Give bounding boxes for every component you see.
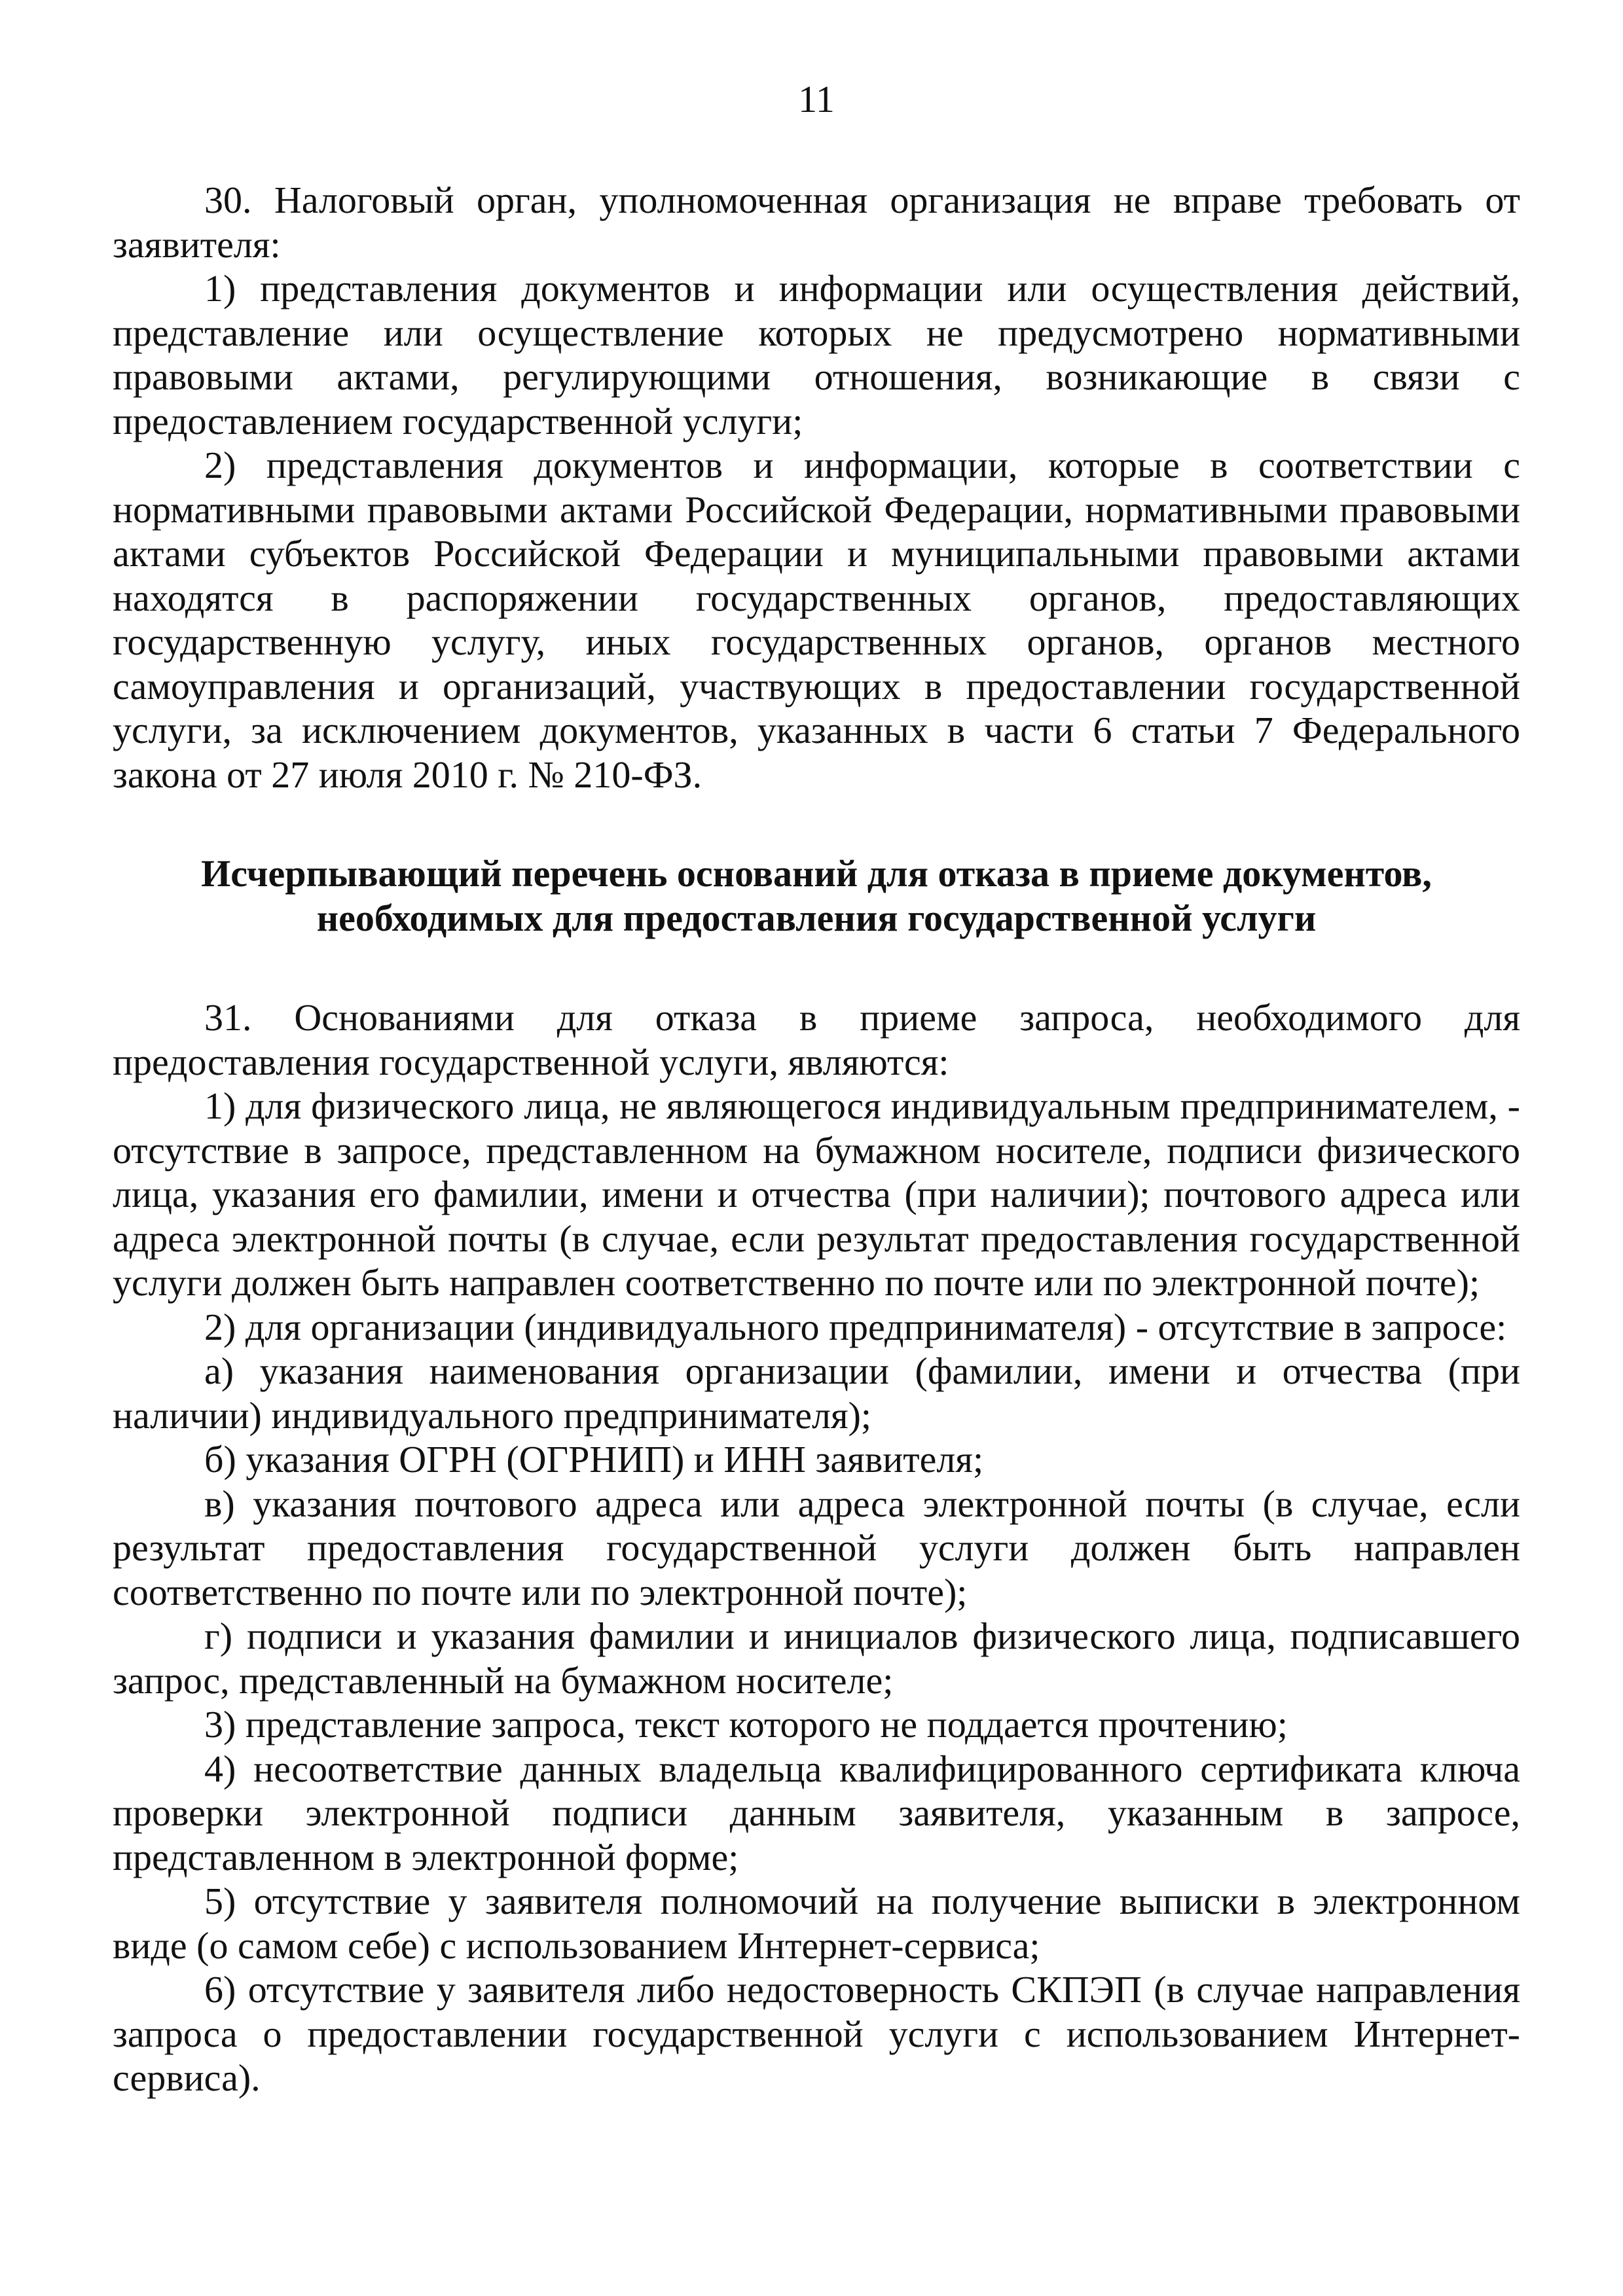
paragraph-30-item-1: 1) представления документов и информации или осуществления действий, представление или осуществление которых не предусмотрено нормативными правовыми актами, регулирующими отношения, возникающие в связи с предоставлением государственной услуги; [113, 267, 1520, 442]
paragraph-31-item-2a: а) указания наименования организации (фамилии, имени и отчества (при наличии) индивидуального предпринимателя); [113, 1350, 1520, 1437]
paragraph-30-item-2: 2) представления документов и информации, которые в соответствии с нормативными правовыми актами Российской Федерации, нормативными правовыми актами субъектов Российской Федерации и муниципальными правовыми актами находятся в распоряжении государственных органов, предоставляющих государственную услугу, иных государственных органов, органов местного самоуправления и организаций, участвующих в предоставлении государственной услуги, за исключением документов, указанных в части 6 статьи 7 Федерального закона от 27 июля 2010 г. № 210-ФЗ. [113, 444, 1520, 796]
paragraph-31-item-6: 6) отсутствие у заявителя либо недостоверность СКПЭП (в случае направления запроса о предоставлении государственной услуги с использованием Интернет-сервиса). [113, 1968, 1520, 2099]
spacer [113, 797, 1520, 852]
section-heading-line-1: Исчерпывающий перечень оснований для отказа в приеме документов, [201, 852, 1432, 895]
paragraph-31-intro: 31. Основаниями для отказа в приеме запроса, необходимого для предоставления государственной услуги, являются: [113, 996, 1520, 1083]
paragraph-31-item-2: 2) для организации (индивидуального предпринимателя) - отсутствие в запросе: [204, 1305, 1507, 1348]
paragraph-30-intro: 30. Налоговый орган, уполномоченная организация не вправе требовать от заявителя: [113, 179, 1520, 266]
page-number: 11 [798, 78, 835, 120]
section-heading-line-2: необходимых для предоставления государственной услуги [316, 897, 1317, 939]
spacer [113, 941, 1520, 996]
document-body [113, 178, 1520, 2100]
section-heading [113, 852, 1520, 941]
paragraph-31-item-2b: б) указания ОГРН (ОГРНИП) и ИНН заявителя; [204, 1438, 984, 1480]
paragraph-31-item-2g: г) подписи и указания фамилии и инициалов физического лица, подписавшего запрос, представленный на бумажном носителе; [113, 1615, 1520, 1702]
paragraph-31-item-2v: в) указания почтового адреса или адреса электронной почты (в случае, если результат предоставления государственной услуги должен быть направлен соответственно по почте или по электронной почте); [113, 1482, 1520, 1613]
paragraph-31-item-5: 5) отсутствие у заявителя полномочий на получение выписки в электронном виде (о самом себе) с использованием Интернет-сервиса; [113, 1880, 1520, 1967]
paragraph-31-item-1: 1) для физического лица, не являющегося индивидуальным предпринимателем, - отсутствие в запросе, представленном на бумажном носителе, подписи физического лица, указания его фамилии, имени и отчества (при наличии); почтового адреса или адреса электронной почты (в случае, если результат предоставления государственной услуги должен быть направлен соответственно по почте или по электронной почте); [113, 1085, 1520, 1304]
paragraph-31-item-4: 4) несоответствие данных владельца квалифицированного сертификата ключа проверки электронной подписи данным заявителя, указанным в запросе, представленном в электронной форме; [113, 1747, 1520, 1878]
paragraph-31-item-3: 3) представление запроса, текст которого не поддается прочтению; [204, 1703, 1288, 1746]
